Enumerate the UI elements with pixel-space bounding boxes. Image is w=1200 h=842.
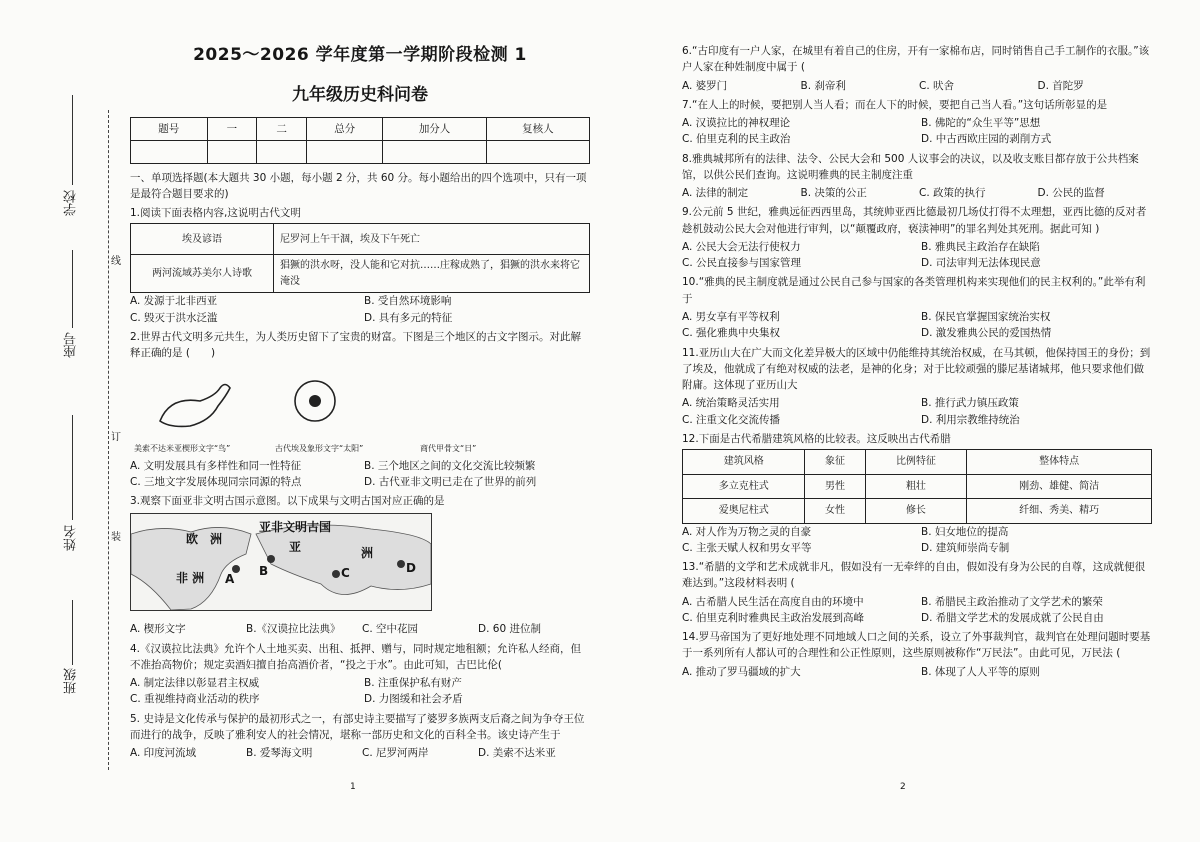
options [682,664,1152,680]
question-stem: 5. 史诗是文化传承与保护的最初形式之一，有部史诗主要描写了婆罗多族两支后裔之间为争夺王位而进行的战争，反映了雅利安人的社会情况，堪称一部历史和文化的百科全书。该史诗产生于 [130,712,585,741]
question-1 [130,205,590,326]
option[interactable]: A. 印度河流域 [130,747,197,760]
script-glyph-drawings [130,366,590,446]
cut-mark-line: 线 [111,256,121,267]
option[interactable]: D. 公民的监督 [1037,187,1105,200]
arch-header: 建筑风格 [683,450,805,475]
question-stem: 7.“在人上的时候，要把别人当人看；而在人下的时候，要把自己当人看。”这句话所彰显的是 [682,98,1108,111]
arch-cell: 男性 [805,474,865,499]
option[interactable]: B. 希腊民主政治推动了文学艺术的繁荣 [921,595,1103,608]
option[interactable]: D. 司法审判无法体现民意 [921,257,1041,270]
option[interactable]: A. 发源于北非西亚 [130,295,218,308]
option[interactable]: C. 伯里克利的民主政治 [682,133,791,146]
option[interactable]: C. 公民直接参与国家管理 [682,257,802,270]
option[interactable]: B. 三个地区之间的文化交流比较频繁 [364,459,536,472]
question-2 [130,329,590,490]
option[interactable]: D. 60 进位制 [478,623,541,636]
q1-cell: 埃及谚语 [131,224,274,255]
q1-table [130,223,590,293]
page-number: 1 [350,782,356,792]
option[interactable]: C. 尼罗河两岸 [362,747,429,760]
option[interactable]: B. 注重保护私有财产 [364,677,462,690]
question-13 [682,559,1152,626]
question-10 [682,274,1152,341]
question-stem: 4.《汉谟拉比法典》允许个人土地买卖、出租、抵押、赠与，同时规定地租额；允许私人经商，但不准抬高物价；规定卖酒妇擅自抬高酒价者，“投之于水”。由此可知，古巴比伦( [130,642,582,671]
option[interactable]: B. 体现了人人平等的原则 [921,665,1040,678]
stem-text: 9.公元前 5 世纪，雅典远征西西里岛，其统帅亚西比德最初几场仗打得不太理想，亚西比德的反对者趁机鼓动公民大会对他进行审判，以“颠覆政府，亵渎神明”的罪名判处其死刑。据此可知 [682,206,1147,235]
bird-glyph-icon [160,384,230,426]
question-7 [682,97,1152,148]
map-label-asia: 亚 [289,540,302,555]
school-blank [72,95,73,185]
answer-paren: ) [1095,222,1100,235]
score-cell[interactable] [486,140,589,163]
option[interactable]: C. 伯里克利时雅典民主政治发展到高峰 [682,611,865,624]
score-header: 复核人 [486,117,589,140]
page-one [130,38,590,761]
seat-label: 座号 [64,332,79,358]
answer-paren: ( [790,577,795,590]
exam-title: 2025～2026 学年度第一学期阶段检测 1 [193,45,527,65]
q1-cell: 尼罗河上午干涸，埃及下午死亡 [274,224,590,255]
page-two [682,40,1152,680]
options [130,675,590,708]
question-8 [682,151,1152,202]
option[interactable]: C. 空中花园 [362,623,419,636]
arch-cell: 女性 [805,499,865,524]
q1-cell: 猖獗的洪水呀，没人能和它对抗……庄稼成熟了，猖獗的洪水来将它淹没 [274,255,590,293]
score-header: 一 [207,117,257,140]
option[interactable]: C. 强化雅典中央集权 [682,327,781,340]
options [130,293,590,326]
question-stem: 8.雅典城邦所有的法律、法令、公民大会和 500 人议事会的决议，以及收支账目都存放于公共档案馆，以供公民们查询。这说明雅典的民主制度注重 [682,152,1139,181]
class-blank [72,600,73,665]
question-stem [682,43,1152,76]
option[interactable]: A. 男女享有平等权利 [682,310,780,323]
question-stem: 1.阅读下面表格内容,这说明古代文明 [130,207,301,220]
option[interactable]: B. 决策的公正 [800,187,867,200]
sun-dot-icon [309,395,321,407]
map-marker-b: B [259,564,269,579]
question-4 [130,641,590,708]
options [682,594,1152,627]
cut-mark-fold: 装 [111,532,121,543]
question-12 [682,431,1152,556]
map-label-europe: 欧 洲 [186,532,223,547]
option[interactable]: C. 政策的执行 [919,187,986,200]
answer-paren: ( [1116,647,1121,660]
option[interactable]: A. 汉谟拉比的神权理论 [682,117,791,130]
page-number: 2 [900,782,906,792]
stem-text: 2.世界古代文明多元共生，为人类历史留下了宝贵的财富。下图是三个地区的古文字图示。对此解释正确的是 [130,331,582,360]
class-label: 班级 [64,668,79,694]
option[interactable]: D. 利用宗教维持统治 [921,413,1020,426]
option[interactable]: D. 古代亚非文明已走在了世界的前列 [364,475,537,488]
options [682,395,1152,428]
option[interactable]: D. 首陀罗 [1037,79,1084,92]
name-label: 姓名 [64,525,79,551]
options [130,621,590,637]
options [682,78,1152,94]
option[interactable]: A. 婆罗门 [682,79,728,92]
stem-text: 13.“希腊的文学和艺术成就非凡，假如没有一无牵绊的自由，假如没有身为公民的自尊，这成就便很难达到。”这段材料表明 [682,561,1146,590]
answer-paren: ( [800,61,805,74]
option[interactable]: D. 具有多元的特征 [364,311,453,324]
arch-cell: 多立克柱式 [683,474,805,499]
option[interactable]: C. 三地文字发展体现同宗同源的特点 [130,475,302,488]
arch-cell: 修长 [865,499,967,524]
options [682,239,1152,272]
option[interactable]: A. 古希腊人民生活在高度自由的环境中 [682,595,864,608]
options [682,185,1152,201]
option[interactable]: D. 激发雅典公民的爱国热情 [921,327,1052,340]
exam-subtitle: 九年级历史科问卷 [292,85,428,106]
question-3 [130,493,590,638]
option[interactable]: B. 推行武力镇压政策 [921,397,1019,410]
question-9 [682,204,1152,271]
arch-cell: 纤细、秀美、精巧 [967,499,1152,524]
map-marker-a: A [225,572,235,587]
map-marker-d: D [406,561,416,576]
caption: 古代埃及象形文字“太阳” [275,444,364,454]
score-header: 二 [257,117,307,140]
score-cell[interactable] [383,140,486,163]
option[interactable]: C. 毁灭于洪水泛滥 [130,311,218,324]
option[interactable]: B. 刹帝利 [800,79,846,92]
map-marker-c: C [341,566,350,581]
map-label-asia: 洲 [361,546,374,561]
arch-cell: 粗壮 [865,474,967,499]
option[interactable]: B. 佛陀的“众生平等”思想 [921,117,1041,130]
option[interactable]: A. 制定法律以彰显君主权威 [130,677,260,690]
question-14 [682,629,1152,680]
score-header: 总分 [306,117,383,140]
option[interactable]: A. 对人作为万物之灵的自豪 [682,525,812,538]
option[interactable]: B. 雅典民主政治存在缺陷 [921,240,1040,253]
options [130,745,590,761]
option[interactable]: C. 注重文化交流传播 [682,413,781,426]
option[interactable]: C. 重视维持商业活动的秩序 [130,693,260,706]
option[interactable]: B. 保民官掌握国家统治实权 [921,310,1051,323]
map-label-africa: 非 洲 [176,571,205,586]
arch-header: 比例特征 [865,450,967,475]
question-stem: 12.下面是古代希腊建筑风格的比较表。这反映出古代希腊 [682,432,951,445]
option[interactable]: B.《汉谟拉比法典》 [246,623,341,636]
option[interactable]: A. 文明发展具有多样性和同一性特征 [130,459,302,472]
option[interactable]: B. 爱琴海文明 [246,747,313,760]
answer-paren: ( ) [185,347,216,360]
option[interactable]: C. 吠舍 [919,79,955,92]
name-blank [72,415,73,520]
option[interactable]: A. 统治策略灵活实用 [682,397,780,410]
stem-text: 6.“古印度有一户人家，在城里有着自己的住房，开有一家棉布店，同时销售自己手工制作的衣服。”该户人家在种姓制度中属于 [682,45,1150,74]
section-one-instructions: 一、单项选择题(本大题共 30 小题，每小题 2 分，共 60 分。每小题给出的四个选项中，只有一项是最符合题目要求的) [130,171,587,200]
arch-header: 整体特点 [967,450,1152,475]
question-stem [682,204,1152,237]
option[interactable]: B. 受自然环境影响 [364,295,452,308]
architecture-table [682,449,1152,524]
question-6 [682,43,1152,94]
q1-cell: 两河流域苏美尔人诗歌 [131,255,274,293]
cut-mark-bind: 订 [111,432,121,443]
option[interactable]: D. 希腊文学艺术的发展成就了公民自由 [921,611,1104,624]
score-cell[interactable] [207,140,257,163]
score-table [130,117,590,164]
question-stem: 11.亚历山大在广大而文化差异极大的区域中仍能维持其统治权威，在马其顿，他保持国王的身份；到了埃及，他就成了有绝对权威的法老，是神的化身；对于比较顽强的滕尼基诸城邦，他只要求他们做附庸。这体现了亚历山大 [682,346,1151,392]
arch-header: 象征 [805,450,865,475]
options [130,458,590,491]
option[interactable]: D. 美索不达米亚 [478,747,556,760]
options [682,309,1152,342]
option[interactable]: C. 主张天赋人权和男女平等 [682,541,812,554]
school-label: 学校 [64,190,79,216]
caption: 商代甲骨文“日” [420,444,477,454]
option[interactable]: A. 公民大会无法行使权力 [682,240,801,253]
map-title: 亚非文明古国 [259,520,332,535]
option[interactable]: A. 楔形文字 [130,623,186,636]
arch-cell: 爱奥尼柱式 [683,499,805,524]
options [682,524,1152,557]
score-header: 题号 [131,117,208,140]
question-5 [130,711,590,762]
script-figures [130,366,590,458]
score-header: 加分人 [383,117,486,140]
option[interactable]: B. 妇女地位的提高 [921,525,1009,538]
option[interactable]: D. 力图缓和社会矛盾 [364,693,463,706]
civilization-map [130,513,432,611]
caption: 美索不达米亚楔形文字“鸟” [134,444,231,454]
score-cell[interactable] [306,140,383,163]
score-cell[interactable] [257,140,307,163]
question-stem [130,329,590,362]
option[interactable]: D. 中古西欧庄园的剥削方式 [921,133,1052,146]
seat-blank [72,250,73,328]
arch-cell: 刚劲、雄健、简洁 [967,474,1152,499]
binding-margin [0,0,125,842]
question-stem [682,559,1152,592]
options [682,115,1152,148]
score-cell[interactable] [131,140,208,163]
question-stem [682,629,1152,662]
question-stem: 3.观察下面亚非文明古国示意图。以下成果与文明古国对应正确的是 [130,495,445,508]
option[interactable]: D. 建筑师崇尚专制 [921,541,1010,554]
stem-text: 14.罗马帝国为了更好地处理不同地域人口之间的关系，设立了外事裁判官，裁判官在处理问题时要基于一系列所有人都认可的合理性和公正性原则，这些原则被称作“万民法”。由此可见，万民法 [682,631,1151,660]
cut-line [108,110,109,770]
question-stem: 10.“雅典的民主制度就是通过公民自己参与国家的各类管理机构来实现他们的民主权利的。”此举有利于 [682,276,1146,305]
question-11 [682,345,1152,428]
option[interactable]: A. 法律的制定 [682,187,749,200]
option[interactable]: A. 推动了罗马疆域的扩大 [682,665,801,678]
